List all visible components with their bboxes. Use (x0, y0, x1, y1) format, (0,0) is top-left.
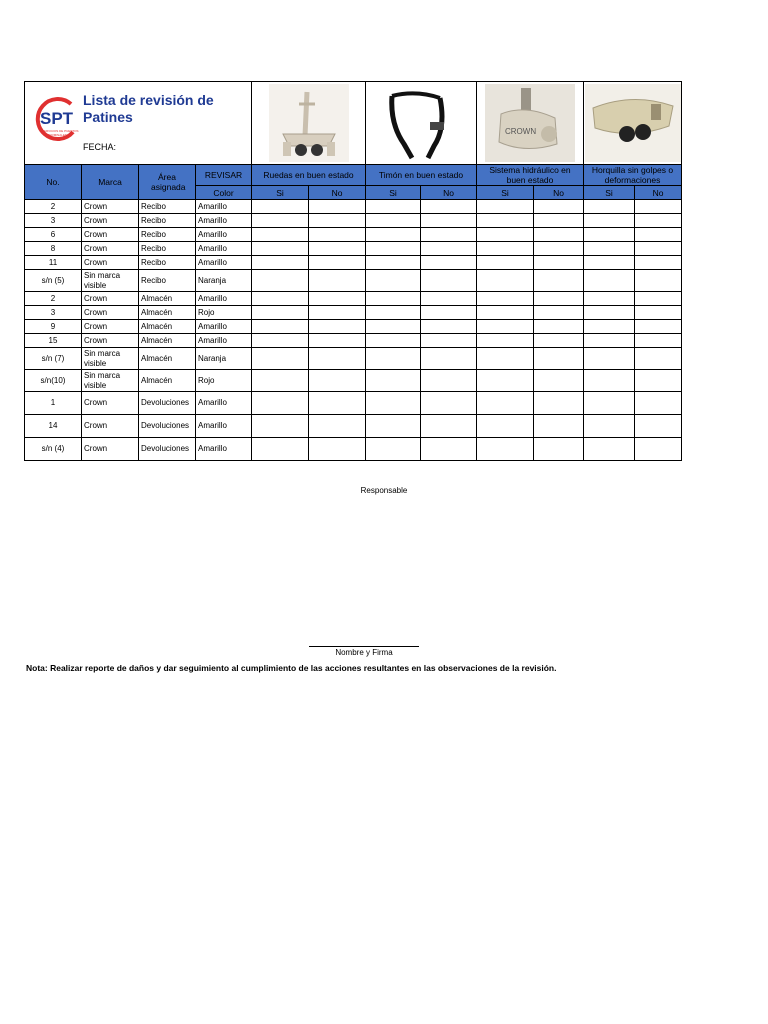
check-cell[interactable] (584, 256, 635, 270)
check-cell[interactable] (477, 270, 534, 292)
check-cell[interactable] (252, 228, 309, 242)
table-row (25, 242, 682, 256)
col-horquilla-si: Si (584, 186, 635, 200)
row-color: Amarillo (196, 392, 252, 415)
signature-line (309, 646, 419, 647)
pallet-jack-wheels-icon (269, 84, 349, 162)
header-row (25, 82, 682, 165)
row-area: Almacén (139, 334, 196, 348)
checklist-table (24, 81, 682, 461)
image-handle (366, 82, 477, 165)
svg-text:SERVICIOS DE PUERTOS: SERVICIOS DE PUERTOS (42, 129, 79, 133)
table-row (25, 292, 682, 306)
row-no: 3 (25, 306, 82, 320)
check-cell[interactable] (477, 214, 534, 228)
check-cell[interactable] (584, 392, 635, 415)
hydraulic-pump-icon (485, 84, 575, 162)
check-cell[interactable] (534, 306, 584, 320)
check-cell[interactable] (309, 320, 366, 334)
check-cell[interactable] (252, 392, 309, 415)
check-cell[interactable] (534, 270, 584, 292)
row-color: Rojo (196, 306, 252, 320)
table-row (25, 370, 682, 392)
col-timon-no: No (421, 186, 477, 200)
page-title: Lista de revisión de Patines (83, 92, 214, 125)
check-cell[interactable] (421, 370, 477, 392)
check-cell[interactable] (252, 214, 309, 228)
check-cell[interactable] (534, 415, 584, 438)
check-cell[interactable] (477, 292, 534, 306)
check-cell[interactable] (309, 370, 366, 392)
title-block (25, 82, 252, 165)
check-cell[interactable] (584, 306, 635, 320)
table-row (25, 348, 682, 370)
row-area: Almacén (139, 348, 196, 370)
check-cell[interactable] (252, 438, 309, 461)
check-cell[interactable] (635, 320, 682, 334)
check-cell[interactable] (534, 370, 584, 392)
check-cell[interactable] (366, 242, 421, 256)
check-cell[interactable] (252, 270, 309, 292)
row-color: Amarillo (196, 438, 252, 461)
row-marca: Sin marca visible (82, 270, 139, 292)
row-area: Recibo (139, 214, 196, 228)
row-color: Rojo (196, 370, 252, 392)
check-cell[interactable] (534, 392, 584, 415)
row-color: Amarillo (196, 242, 252, 256)
row-color: Naranja (196, 270, 252, 292)
check-cell[interactable] (635, 415, 682, 438)
check-cell[interactable] (252, 256, 309, 270)
row-no: 8 (25, 242, 82, 256)
col-horquilla: Horquilla sin golpes o deformaciones (584, 165, 682, 186)
check-cell[interactable] (635, 228, 682, 242)
check-cell[interactable] (635, 306, 682, 320)
row-no: s/n(10) (25, 370, 82, 392)
check-cell[interactable] (635, 256, 682, 270)
check-cell[interactable] (421, 348, 477, 370)
row-color: Amarillo (196, 334, 252, 348)
row-color: Amarillo (196, 292, 252, 306)
row-area: Recibo (139, 242, 196, 256)
col-timon-si: Si (366, 186, 421, 200)
row-marca: Crown (82, 306, 139, 320)
check-cell[interactable] (309, 392, 366, 415)
check-cell[interactable] (309, 228, 366, 242)
row-no: s/n (7) (25, 348, 82, 370)
check-cell[interactable] (366, 438, 421, 461)
check-cell[interactable] (584, 348, 635, 370)
image-fork (584, 82, 682, 165)
check-cell[interactable] (477, 228, 534, 242)
check-cell[interactable] (252, 292, 309, 306)
check-cell[interactable] (635, 242, 682, 256)
row-marca: Crown (82, 334, 139, 348)
row-area: Recibo (139, 256, 196, 270)
row-marca: Sin marca visible (82, 348, 139, 370)
table-row (25, 228, 682, 242)
row-color: Amarillo (196, 320, 252, 334)
check-cell[interactable] (366, 306, 421, 320)
check-cell[interactable] (309, 270, 366, 292)
check-cell[interactable] (421, 334, 477, 348)
check-cell[interactable] (534, 334, 584, 348)
check-cell[interactable] (635, 348, 682, 370)
table-row (25, 415, 682, 438)
check-cell[interactable] (477, 348, 534, 370)
row-area: Devoluciones (139, 392, 196, 415)
check-cell[interactable] (252, 306, 309, 320)
check-cell[interactable] (421, 292, 477, 306)
check-cell[interactable] (309, 415, 366, 438)
row-marca: Crown (82, 292, 139, 306)
check-cell[interactable] (635, 334, 682, 348)
check-cell[interactable] (534, 348, 584, 370)
col-color: Color (196, 186, 252, 200)
check-cell[interactable] (584, 292, 635, 306)
check-cell[interactable] (252, 320, 309, 334)
table-row (25, 438, 682, 461)
check-cell[interactable] (366, 214, 421, 228)
check-cell[interactable] (534, 242, 584, 256)
check-cell[interactable] (584, 320, 635, 334)
col-hidraulico-no: No (534, 186, 584, 200)
check-cell[interactable] (421, 392, 477, 415)
col-hidraulico: Sistema hidráulico en buen estado (477, 165, 584, 186)
check-cell[interactable] (635, 214, 682, 228)
table-row (25, 334, 682, 348)
check-cell[interactable] (477, 200, 534, 214)
col-hidraulico-si: Si (477, 186, 534, 200)
check-cell[interactable] (252, 370, 309, 392)
row-area: Devoluciones (139, 415, 196, 438)
col-no: No. (25, 165, 82, 200)
check-cell[interactable] (252, 334, 309, 348)
check-cell[interactable] (635, 392, 682, 415)
check-cell[interactable] (477, 415, 534, 438)
check-cell[interactable] (534, 320, 584, 334)
check-cell[interactable] (477, 438, 534, 461)
svg-text:CROWN: CROWN (505, 127, 537, 136)
check-cell[interactable] (421, 415, 477, 438)
image-wheels (252, 82, 366, 165)
check-cell[interactable] (366, 348, 421, 370)
row-area: Recibo (139, 228, 196, 242)
row-no: 2 (25, 200, 82, 214)
check-cell[interactable] (477, 392, 534, 415)
row-no: 14 (25, 415, 82, 438)
check-cell[interactable] (584, 228, 635, 242)
row-no: s/n (4) (25, 438, 82, 461)
responsable-label: Responsable (360, 486, 408, 495)
row-no: 2 (25, 292, 82, 306)
row-color: Amarillo (196, 415, 252, 438)
check-cell[interactable] (421, 438, 477, 461)
nombre-firma-label: Nombre y Firma (335, 648, 393, 657)
check-cell[interactable] (366, 370, 421, 392)
col-area: Área asignada (139, 165, 196, 200)
check-cell[interactable] (309, 214, 366, 228)
row-no: 15 (25, 334, 82, 348)
col-horquilla-no: No (635, 186, 682, 200)
check-cell[interactable] (366, 292, 421, 306)
check-cell[interactable] (635, 438, 682, 461)
col-revisar: REVISAR (196, 165, 252, 186)
check-cell[interactable] (584, 270, 635, 292)
check-cell[interactable] (421, 256, 477, 270)
check-cell[interactable] (421, 270, 477, 292)
row-no: 11 (25, 256, 82, 270)
row-color: Naranja (196, 348, 252, 370)
row-marca: Crown (82, 438, 139, 461)
check-cell[interactable] (366, 320, 421, 334)
fork-wheels-icon (585, 84, 681, 162)
column-header-row-1 (25, 165, 682, 186)
row-marca: Crown (82, 214, 139, 228)
check-cell[interactable] (252, 348, 309, 370)
check-cell[interactable] (309, 256, 366, 270)
row-no: 9 (25, 320, 82, 334)
check-cell[interactable] (534, 256, 584, 270)
check-cell[interactable] (366, 415, 421, 438)
row-no: 6 (25, 228, 82, 242)
row-color: Amarillo (196, 214, 252, 228)
check-cell[interactable] (309, 242, 366, 256)
check-cell[interactable] (309, 438, 366, 461)
check-cell[interactable] (584, 415, 635, 438)
check-cell[interactable] (635, 370, 682, 392)
fecha-label: FECHA: (83, 142, 117, 152)
check-cell[interactable] (584, 242, 635, 256)
check-cell[interactable] (534, 200, 584, 214)
row-area: Recibo (139, 270, 196, 292)
row-marca: Crown (82, 415, 139, 438)
row-marca: Crown (82, 256, 139, 270)
check-cell[interactable] (252, 415, 309, 438)
svg-text:SPT: SPT (40, 109, 74, 128)
check-cell[interactable] (534, 228, 584, 242)
check-cell[interactable] (477, 242, 534, 256)
check-cell[interactable] (477, 334, 534, 348)
check-cell[interactable] (584, 334, 635, 348)
check-cell[interactable] (534, 438, 584, 461)
row-marca: Crown (82, 200, 139, 214)
table-row (25, 256, 682, 270)
table-row (25, 306, 682, 320)
check-cell[interactable] (477, 370, 534, 392)
check-cell[interactable] (421, 200, 477, 214)
spt-logo-icon (33, 94, 79, 144)
col-ruedas: Ruedas en buen estado (252, 165, 366, 186)
col-ruedas-no: No (309, 186, 366, 200)
check-cell[interactable] (252, 242, 309, 256)
row-no: 3 (25, 214, 82, 228)
check-cell[interactable] (635, 270, 682, 292)
check-cell[interactable] (421, 242, 477, 256)
row-marca: Crown (82, 320, 139, 334)
row-marca: Sin marca visible (82, 370, 139, 392)
table-row (25, 270, 682, 292)
check-cell[interactable] (584, 370, 635, 392)
check-cell[interactable] (309, 306, 366, 320)
row-no: 1 (25, 392, 82, 415)
col-timon: Timón en buen estado (366, 165, 477, 186)
check-cell[interactable] (477, 256, 534, 270)
check-cell[interactable] (584, 214, 635, 228)
row-color: Amarillo (196, 228, 252, 242)
row-color: Amarillo (196, 256, 252, 270)
check-cell[interactable] (309, 334, 366, 348)
image-hydraulic (477, 82, 584, 165)
check-cell[interactable] (366, 256, 421, 270)
check-cell[interactable] (309, 292, 366, 306)
row-area: Almacén (139, 292, 196, 306)
check-cell[interactable] (366, 228, 421, 242)
check-cell[interactable] (635, 292, 682, 306)
table-row (25, 200, 682, 214)
col-ruedas-si: Si (252, 186, 309, 200)
check-cell[interactable] (421, 306, 477, 320)
pallet-jack-handle-icon (382, 84, 460, 162)
row-area: Almacén (139, 370, 196, 392)
check-cell[interactable] (366, 270, 421, 292)
check-cell[interactable] (534, 292, 584, 306)
row-marca: Crown (82, 228, 139, 242)
check-cell[interactable] (477, 306, 534, 320)
table-row (25, 320, 682, 334)
check-cell[interactable] (366, 392, 421, 415)
row-area: Devoluciones (139, 438, 196, 461)
check-cell[interactable] (309, 348, 366, 370)
check-cell[interactable] (635, 200, 682, 214)
check-cell[interactable] (421, 214, 477, 228)
check-cell[interactable] (534, 214, 584, 228)
row-area: Almacén (139, 306, 196, 320)
check-cell[interactable] (421, 320, 477, 334)
nota-text: Nota: Realizar reporte de daños y dar seguimiento al cumplimiento de las acciones resultantes en las observaciones de la revisión. (26, 663, 557, 673)
table-row (25, 392, 682, 415)
row-no: s/n (5) (25, 270, 82, 292)
row-area: Almacén (139, 320, 196, 334)
check-cell[interactable] (421, 228, 477, 242)
check-cell[interactable] (584, 438, 635, 461)
col-marca: Marca (82, 165, 139, 200)
svg-text:Y TERMINALES: Y TERMINALES (45, 133, 67, 137)
check-cell[interactable] (477, 320, 534, 334)
table-row (25, 214, 682, 228)
row-color: Amarillo (196, 200, 252, 214)
row-marca: Crown (82, 392, 139, 415)
check-cell[interactable] (584, 200, 635, 214)
check-cell[interactable] (366, 200, 421, 214)
checklist-sheet (24, 81, 681, 461)
check-cell[interactable] (366, 334, 421, 348)
rows-body (25, 200, 682, 461)
check-cell[interactable] (252, 200, 309, 214)
check-cell[interactable] (309, 200, 366, 214)
row-area: Recibo (139, 200, 196, 214)
row-marca: Crown (82, 242, 139, 256)
